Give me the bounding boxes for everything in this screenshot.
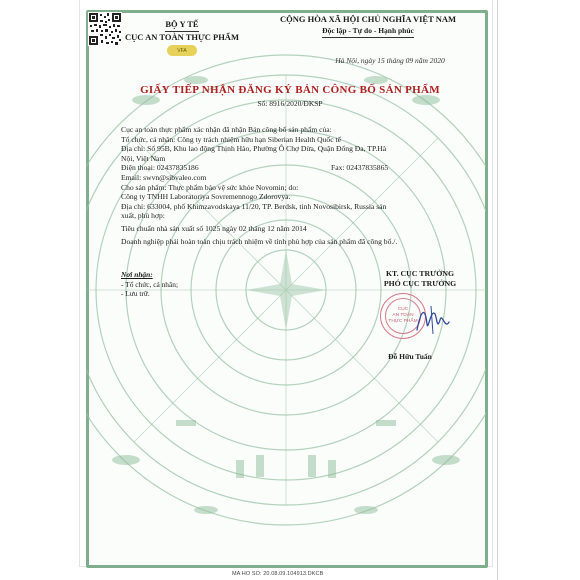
dossier-code: MA HO SO: 20.08.09.104913.DKCB <box>232 571 324 577</box>
recipient-item: - Tổ chức, cá nhân; <box>121 279 179 289</box>
agency-name: CỤC AN TOÀN THỰC PHẨM <box>125 32 239 42</box>
ministry-name: BỘ Y TẾ <box>165 19 198 32</box>
national-header <box>252 14 484 38</box>
signature-line-1: KT. CỤC TRƯỞNG <box>385 269 455 278</box>
recipient-item: - Lưu trữ. <box>121 289 150 298</box>
recipients-block <box>121 270 261 299</box>
qr-code <box>88 12 122 46</box>
address-line-2: Nội, Việt Nam <box>121 153 166 163</box>
stamp-text-2: AN TOÀN <box>392 313 414 318</box>
email-text: Email: swvn@sibvaleo.com <box>121 172 207 182</box>
signature-title-block <box>360 269 480 289</box>
document-page <box>80 0 492 577</box>
document-body <box>121 125 491 246</box>
signer-name: Đỗ Hữu Tuấn <box>388 352 432 361</box>
organization-text: Tổ chức, cá nhân: Công ty trách nhiệm hữu hạn Siberian Health Quốc tế <box>121 134 341 144</box>
stamp-text-1: CỤC <box>397 307 409 312</box>
agency-logo: VFA <box>167 45 197 56</box>
standard-text: Tiêu chuẩn nhà sản xuất số 1025 ngày 02 tháng 12 năm 2014 <box>121 223 307 233</box>
viewer-edge-line <box>497 0 498 580</box>
intro-text: Cục an toàn thực phẩm xác nhận đã nhận Bản công bố sản phẩm của: <box>121 125 332 134</box>
document-title: GIẤY TIẾP NHẬN ĐĂNG KÝ BẢN CÔNG BỐ SẢN PHẨM <box>140 84 440 96</box>
manufacturer-address-1: Địa chỉ: 633004, phố Khimzavodskaya 11/20, TP. Berdsk, tỉnh Novosibirsk, Russia sản <box>121 201 387 211</box>
manufacturer-address-2: xuất, phù hợp: <box>121 211 165 221</box>
document-number: Số: 8916/2020/ĐKSP <box>257 99 323 108</box>
handwritten-signature <box>413 300 453 340</box>
product-text: Cho sản phẩm: Thực phẩm bảo vệ sức khỏe Novomin; do: <box>121 182 299 192</box>
phone-text: Điện thoại: 02437835186 <box>121 163 199 173</box>
national-motto: Độc lập - Tự do - Hạnh phúc <box>322 25 414 38</box>
issuing-agency-header <box>124 14 240 56</box>
recipients-label: Nơi nhận: <box>121 270 153 279</box>
responsibility-text: Doanh nghiệp phải hoàn toàn chịu trách nhiệm về tính phù hợp của sản phẩm đã công bố./. <box>121 236 398 246</box>
stamp-text-3: THỰC PHẨM <box>388 319 418 324</box>
signature-line-2: PHÓ CỤC TRƯỞNG <box>383 279 457 288</box>
manufacturer-text: Công ty TNHH Laboratoriya Sovremennogo Zdorovya. <box>121 192 291 202</box>
issue-date: Hà Nội, ngày 15 tháng 09 năm 2020 <box>335 56 445 65</box>
fax-text: Fax: 02437835865 <box>331 163 389 173</box>
address-line-1: Địa chỉ: Số 95B, Khu lao động Thịnh Hào, Phường Ô Chợ Dừa, Quận Đống Đa, TP.Hà <box>121 144 387 154</box>
country-name: CỘNG HÒA XÃ HỘI CHỦ NGHĨA VIỆT NAM <box>279 14 457 24</box>
